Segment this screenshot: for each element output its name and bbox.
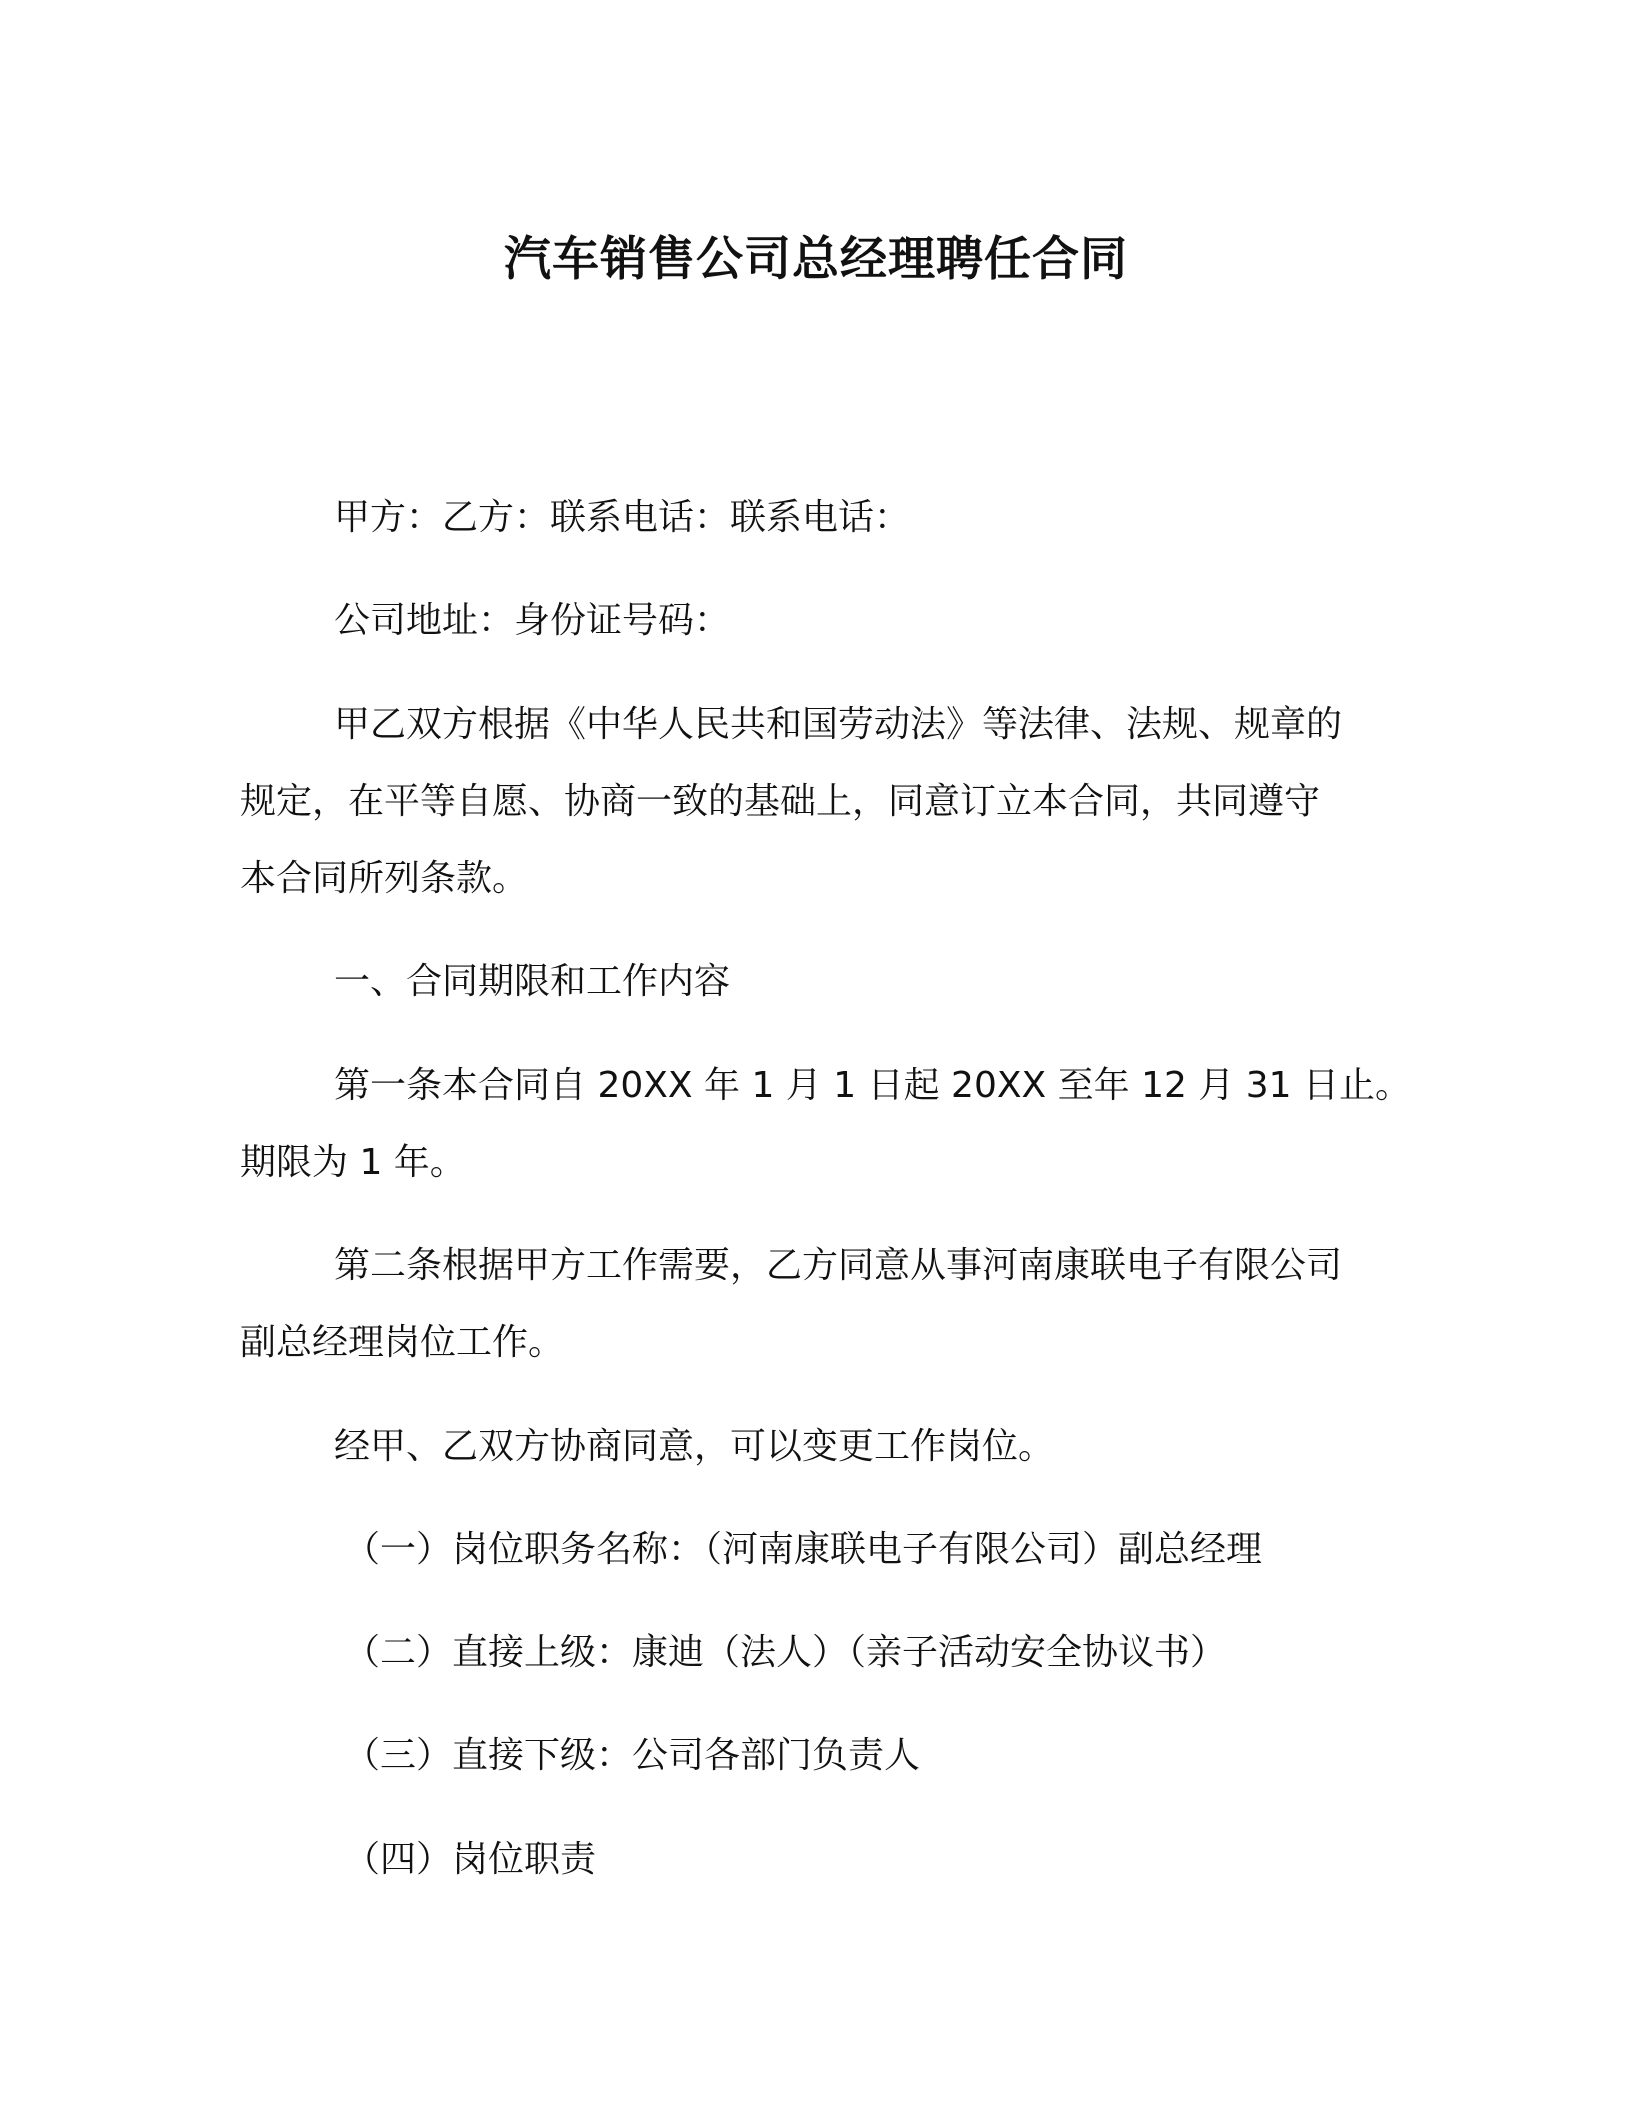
preamble-line-2: 规定，在平等自愿、协商一致的基础上，同意订立本合同，共同遵守 bbox=[240, 781, 1321, 822]
article-2-line-2: 副总经理岗位工作。 bbox=[240, 1322, 565, 1363]
parties-line: 甲方：乙方：联系电话：联系电话： bbox=[334, 497, 911, 538]
position-change-line: 经甲、乙双方协商同意，可以变更工作岗位。 bbox=[334, 1426, 1055, 1467]
article-2-line-1: 第二条根据甲方工作需要，乙方同意从事河南康联电子有限公司 bbox=[334, 1245, 1343, 1286]
article-1-line-2: 期限为 1 年。 bbox=[240, 1142, 466, 1183]
item-4-responsibilities: （四）岗位职责 bbox=[344, 1839, 597, 1880]
preamble-line-1: 甲乙双方根据《中华人民共和国劳动法》等法律、法规、规章的 bbox=[334, 704, 1343, 745]
item-3-direct-subordinates: （三）直接下级：公司各部门负责人 bbox=[344, 1735, 921, 1776]
address-line: 公司地址：身份证号码： bbox=[334, 600, 731, 641]
preamble-line-3: 本合同所列条款。 bbox=[240, 858, 529, 899]
article-1-line-1: 第一条本合同自 20XX 年 1 月 1 日起 20XX 至年 12 月 31 日止。 bbox=[334, 1065, 1412, 1106]
document-title: 汽车销售公司总经理聘任合同 bbox=[504, 232, 1128, 287]
item-1-position-title: （一）岗位职务名称：（河南康联电子有限公司）副总经理 bbox=[344, 1529, 1263, 1570]
section-heading: 一、合同期限和工作内容 bbox=[334, 961, 731, 1002]
item-2-direct-superior: （二）直接上级：康迪（法人）（亲子活动安全协议书） bbox=[344, 1632, 1227, 1673]
